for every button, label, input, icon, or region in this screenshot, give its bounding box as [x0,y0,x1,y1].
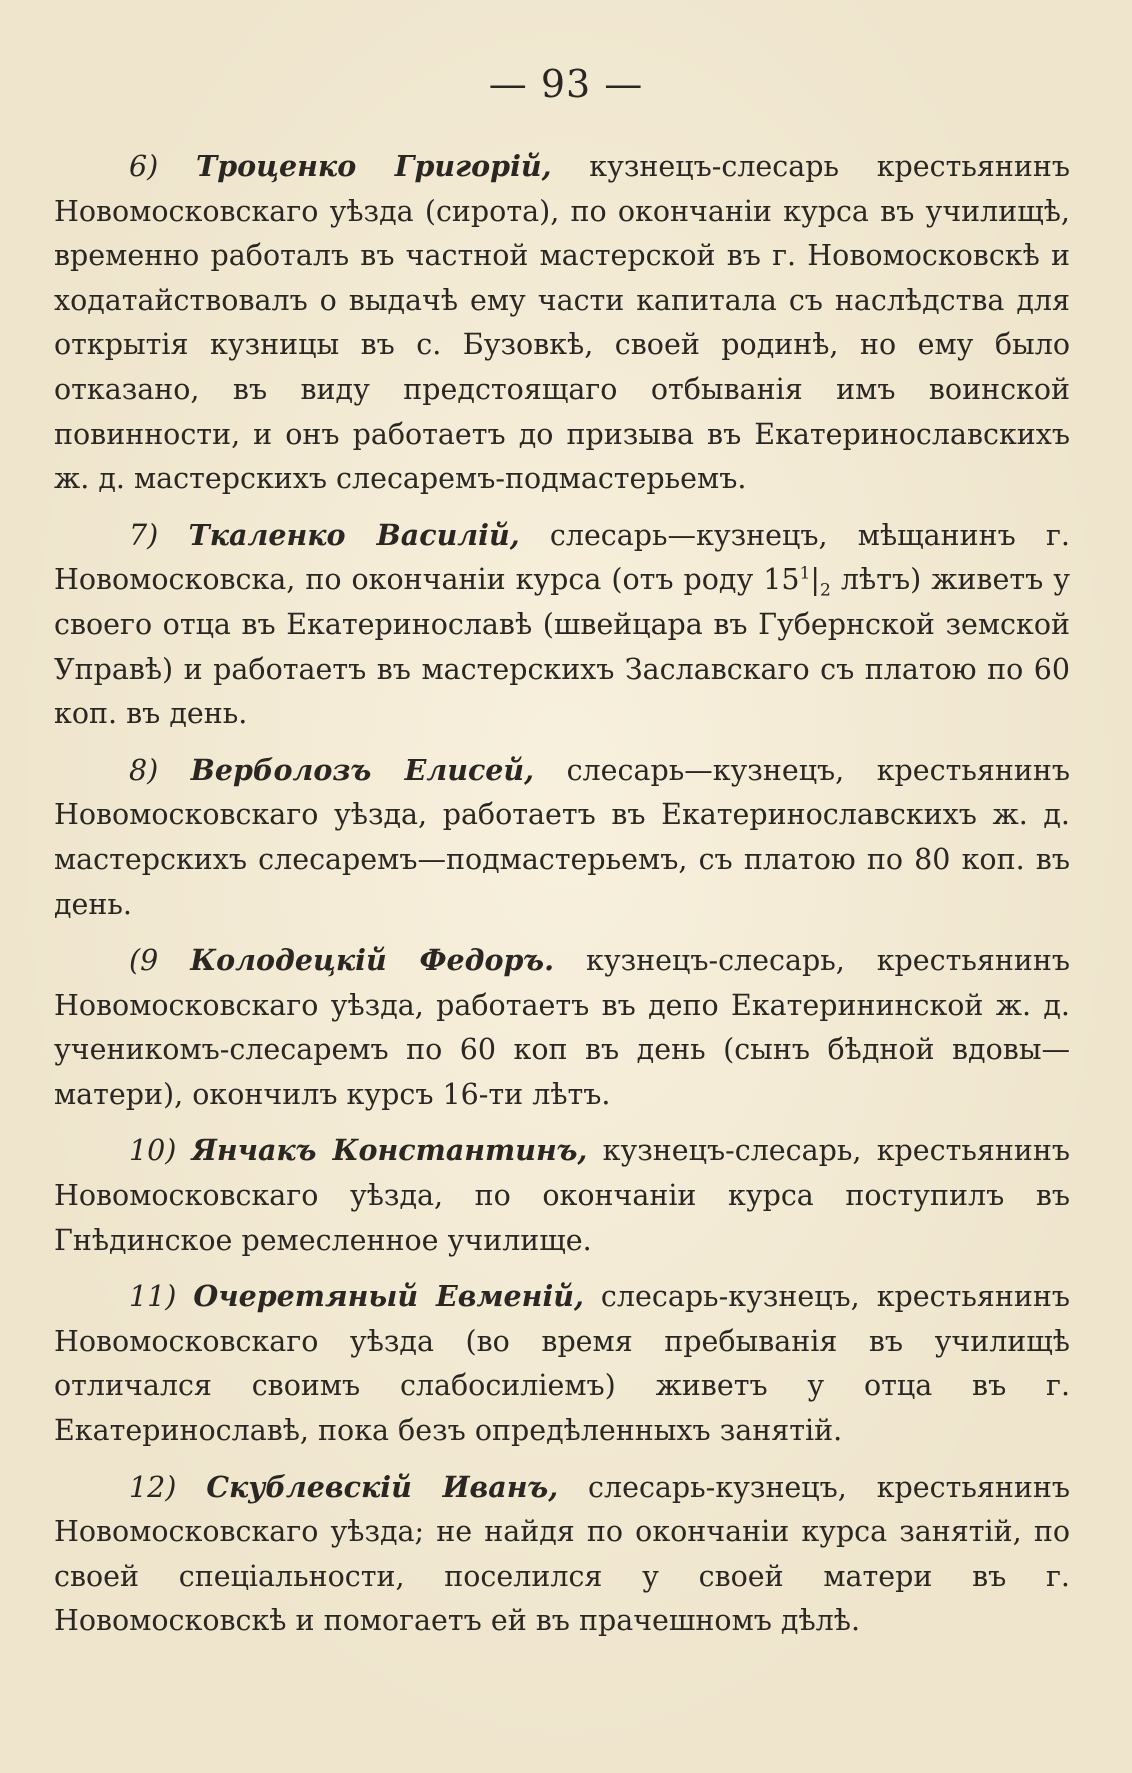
entry-number: 11) [129,1280,177,1314]
entry-number: 7) [129,518,159,552]
person-name: Очеретяный Евменій, [193,1279,584,1314]
entry-11 [54,1274,1070,1453]
entry-text: кузнецъ-слесарь крестьянинъ Новомосковскаго уѣзда (сирота), по окончаніи курса въ училищѣ, временно работалъ въ частной мастерской въ г. Новомосковскѣ и ходатайствовалъ о выдачѣ ему части капитала съ наслѣдства для открытія кузницы въ с. Бузовкѣ, своей родинѣ, но ему было отказано, въ виду предстоящаго отбыванія имъ воинской повинности, и онъ работаетъ до призыва въ Екатеринославскихъ ж. д. мастерскихъ слесаремъ-подмастерьемъ. [54,150,1070,496]
entry-text-continued: лѣтъ) живетъ у своего отца въ Екатеринославѣ (швейцара въ Губернской земской Управѣ) и работаетъ въ мастерскихъ Заславскаго съ платою по 60 коп. въ день. [54,563,1071,731]
entry-7 [54,513,1070,737]
fraction-numerator: 1 [799,563,811,584]
entry-12 [54,1465,1070,1644]
fraction-denominator: 2 [820,581,831,602]
entry-number: 10) [129,1134,177,1168]
entry-text: слесарь—кузнецъ, мѣщанинъ г. Новомосковска, по окончаніи курса (отъ роду 15 [54,518,1070,597]
person-name: Троценко Григорій, [195,149,552,183]
entry-10 [54,1128,1070,1263]
person-name: Ткаленко Василій, [188,517,520,552]
entry-text: слесарь-кузнецъ, крестьянинъ Новомосковскаго уѣзда; не найдя по окончаніи курса занятій, по своей спеціальности, поселился у своей матери въ г. Новомосковскѣ и помогаетъ ей въ прачешномъ дѣлѣ. [54,1470,1071,1638]
entry-number: 6) [129,150,159,183]
entry-6 [54,144,1070,502]
person-name: Верболозъ Елисей, [190,752,535,787]
page-body [54,144,1070,1655]
person-name: Скублевскій Иванъ, [206,1469,559,1504]
person-name: Янчакъ Константинъ, [191,1133,588,1168]
fraction-separator: | [810,563,821,597]
person-name: Колодецкій Федоръ. [190,943,555,978]
entry-number: 8) [129,753,159,787]
entry-text: кузнецъ-слесарь, крестьянинъ Новомосковскаго уѣзда, работаетъ въ депо Екатерининской ж. д. ученикомъ-слесаремъ по 60 коп въ день (сынъ бѣдной вдовы—матери), окончилъ курсъ 16-ти лѣтъ. [54,944,1071,1111]
entry-text: слесарь-кузнецъ, крестьянинъ Новомосковскаго уѣзда (во время пребыванія въ училищѣ отличался своимъ слабосиліемъ) живетъ у отца въ г. Екатеринославѣ, пока безъ опредѣленныхъ занятій. [54,1280,1070,1448]
entry-text: слесарь—кузнецъ, крестьянинъ Новомосковскаго уѣзда, работаетъ въ Екатеринославскихъ ж. д. мастерскихъ слесаремъ—подмастерьемъ, съ платою по 80 коп. въ день. [54,753,1070,921]
entry-8 [54,748,1070,927]
page-number: — 93 — [488,62,644,106]
entry-9 [54,938,1070,1117]
entry-number: (9 [129,944,159,978]
entry-text: кузнецъ-слесарь, крестьянинъ Новомосковскаго уѣзда, по окончаніи курса поступилъ въ Гнѣдинское ремесленное училище. [54,1134,1070,1257]
entry-number: 12) [129,1470,177,1504]
